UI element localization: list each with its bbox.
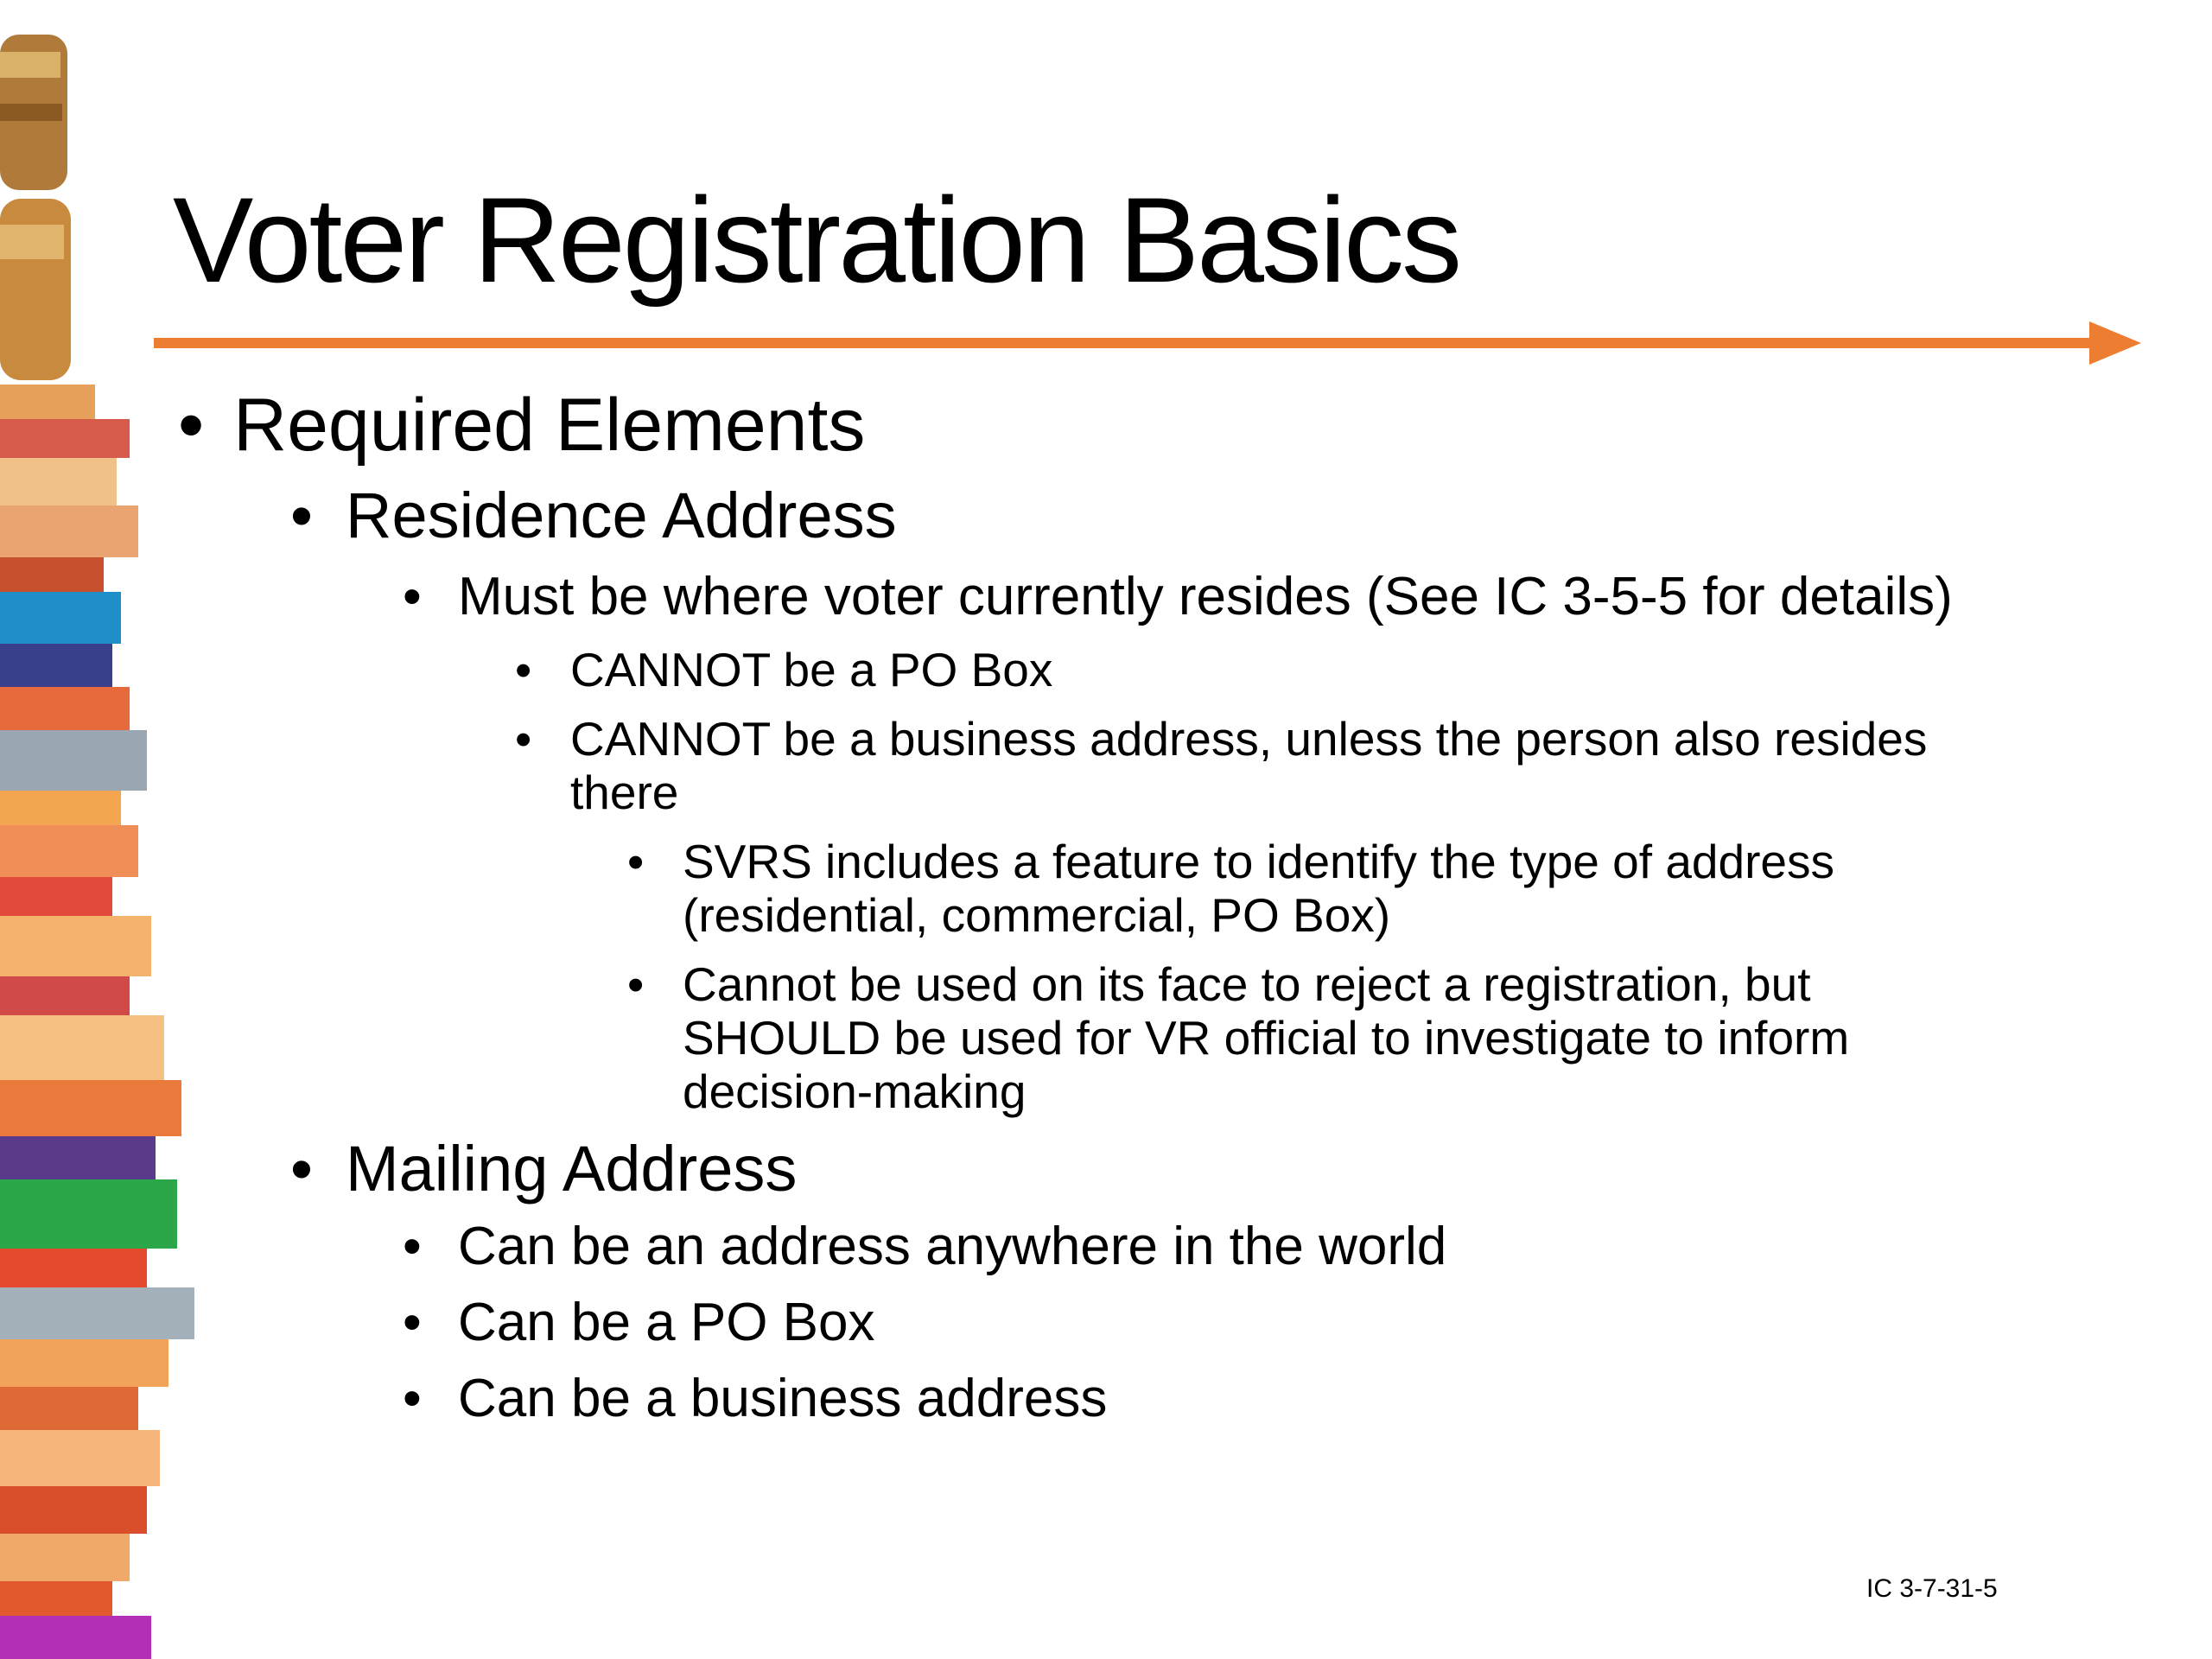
bullet-text: Can be a business address [458,1369,1108,1428]
bullet-text: (residential, commercial, PO Box) [683,888,1391,942]
bullet-text: Required Elements [233,384,866,467]
bullet-text: Residence Address [346,480,897,551]
bullet-text: CANNOT be a PO Box [570,643,1053,696]
bullet-text: Mailing Address [346,1133,798,1205]
citation-footnote: IC 3-7-31-5 [1866,1574,1998,1603]
bullet-dot: • [627,835,645,888]
bullet-text: Can be an address anywhere in the world [458,1217,1447,1276]
bullet-dot: • [290,1133,313,1205]
bullet-dot: • [627,957,645,1011]
bullet-dot: • [403,1293,422,1352]
bullet-text: there [570,766,679,819]
bullet-text: Can be a PO Box [458,1293,875,1352]
bullet-dot: • [290,480,313,551]
bullet-text: SVRS includes a feature to identify the type of address [683,835,1834,888]
bullet-dot: • [515,712,532,766]
bullet-dot: • [515,643,532,696]
bullet-dot: • [403,567,422,626]
bullet-text: Must be where voter currently resides (See IC 3-5-5 for details) [458,567,1953,626]
bullet-dot: • [178,384,205,467]
bullet-text: Cannot be used on its face to reject a registration, but [683,957,1811,1011]
bullet-dot: • [403,1369,422,1428]
bullet-text: CANNOT be a business address, unless the person also resides [570,712,1928,766]
slide-title: Voter Registration Basics [173,172,1460,308]
bullet-text: decision-making [683,1065,1027,1118]
bullet-text: SHOULD be used for VR official to investigate to inform [683,1011,1850,1065]
bullet-dot: • [403,1217,422,1276]
